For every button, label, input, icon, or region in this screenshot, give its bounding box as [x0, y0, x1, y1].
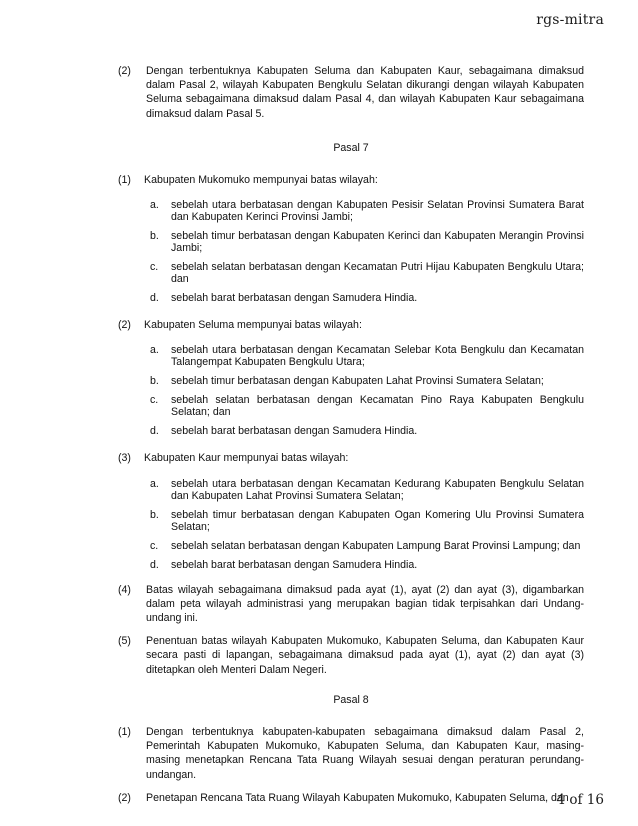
- paragraph-number: (1): [118, 726, 131, 739]
- list-letter: a.: [150, 199, 159, 212]
- paragraph-text: Dengan terbentuknya Kabupaten Seluma dan Kabupaten Kaur, sebagaimana dimaksud dalam Pasal 2, wilayah Kabupaten Bengkulu Selatan dikurangi dengan wilayah Kabupaten Seluma sebagaimana dimaksud dalam Pasal 4, dan wilayah Kabupaten Kaur sebagaimana dimaksud dalam Pasal 5.: [146, 65, 584, 120]
- pasal7-section-1-list: [150, 199, 584, 304]
- list-letter: c.: [150, 394, 159, 407]
- paragraph-text: Batas wilayah sebagaimana dimaksud pada ayat (1), ayat (2) dan ayat (3), digambarkan dalam peta wilayah administrasi yang merupakan bagian tidak terpisahkan dari Undang-undang ini.: [146, 583, 584, 625]
- list-text: sebelah timur berbatasan dengan Kabupaten Lahat Provinsi Sumatera Selatan;: [171, 375, 544, 388]
- pasal8-paragraph-1: [118, 725, 584, 782]
- list-letter: d.: [150, 425, 159, 438]
- list-text: sebelah selatan berbatasan dengan Kecamatan Putri Hijau Kabupaten Bengkulu Utara; dan: [171, 261, 584, 286]
- list-text: sebelah timur berbatasan dengan Kabupaten Kerinci dan Kabupaten Merangin Provinsi Jambi;: [171, 230, 584, 255]
- list-item: [150, 292, 584, 304]
- list-item: [150, 230, 584, 254]
- section-number: (1): [118, 174, 131, 187]
- paragraph-number: (5): [118, 635, 131, 648]
- list-item: [150, 559, 584, 571]
- list-text: sebelah utara berbatasan dengan Kecamatan Kedurang Kabupaten Bengkulu Selatan dan Kabupaten Lahat Provinsi Sumatera Selatan;: [171, 477, 584, 502]
- list-item: [150, 478, 584, 502]
- document-body: [118, 64, 584, 805]
- list-item: [150, 509, 584, 533]
- section-intro-text: Kabupaten Kaur mempunyai batas wilayah:: [144, 452, 349, 465]
- list-text: sebelah selatan berbatasan dengan Kabupaten Lampung Barat Provinsi Lampung; dan: [171, 539, 581, 552]
- list-item: [150, 344, 584, 368]
- list-text: sebelah utara berbatasan dengan Kabupaten Pesisir Selatan Provinsi Sumatera Barat dan Kabupaten Kerinci Provinsi Jambi;: [171, 199, 584, 224]
- section-number: (2): [118, 319, 131, 332]
- list-item: [150, 261, 584, 285]
- list-item: [150, 199, 584, 223]
- list-letter: d.: [150, 292, 159, 305]
- pasal7-section-3-list: [150, 478, 584, 571]
- brand-watermark: rgs-mitra: [536, 12, 604, 28]
- paragraph-number: (2): [118, 65, 131, 77]
- page-number: 4 of 16: [556, 792, 604, 808]
- pasal7-paragraph-5: [118, 634, 584, 677]
- paragraph-text: Penentuan batas wilayah Kabupaten Mukomuko, Kabupaten Seluma, dan Kabupaten Kaur secara pasti di lapangan, sebagaimana dimaksud pada ayat (1), ayat (2) dan ayat (3) ditetapkan oleh Menteri Dalam Negeri.: [146, 635, 584, 676]
- list-letter: c.: [150, 261, 159, 274]
- list-letter: a.: [150, 344, 159, 357]
- paragraph-text: Dengan terbentuknya kabupaten-kabupaten sebagaimana dimaksud dalam Pasal 2, Pemerintah Kabupaten Mukomuko, Kabupaten Seluma, dan Kabupaten Kaur, masing-masing menetapkan Rencana Tata Ruang Wilayah sesuai dengan peraturan perundang-undangan.: [146, 726, 584, 781]
- list-letter: c.: [150, 539, 159, 552]
- pasal8-heading: Pasal 8: [333, 693, 369, 706]
- pasal8-paragraph-2: [118, 791, 584, 805]
- list-letter: d.: [150, 558, 159, 571]
- pasal7-paragraph-4: [118, 583, 584, 626]
- section-number: (3): [118, 452, 131, 465]
- list-item: [150, 425, 584, 437]
- list-letter: b.: [150, 508, 159, 521]
- pasal7-section-1-intro: [118, 173, 584, 187]
- pasal6-paragraph-2: [118, 64, 584, 121]
- pasal7-heading: Pasal 7: [333, 141, 369, 154]
- paragraph-number: (2): [118, 791, 131, 804]
- section-intro-text: Kabupaten Mukomuko mempunyai batas wilayah:: [144, 174, 378, 187]
- list-letter: b.: [150, 230, 159, 243]
- list-item: [150, 394, 584, 418]
- list-letter: a.: [150, 477, 159, 490]
- pasal7-section-2-intro: [118, 318, 584, 332]
- list-text: sebelah barat berbatasan dengan Samudera Hindia.: [171, 292, 418, 305]
- list-item: [150, 375, 584, 387]
- pasal7-section-3-intro: [118, 451, 584, 465]
- list-item: [150, 540, 584, 552]
- paragraph-text: Penetapan Rencana Tata Ruang Wilayah Kabupaten Mukomuko, Kabupaten Seluma, dan: [146, 791, 569, 804]
- pasal7-section-2-list: [150, 344, 584, 437]
- list-text: sebelah utara berbatasan dengan Kecamatan Selebar Kota Bengkulu dan Kecamatan Talangempat Kabupaten Bengkulu Utara;: [171, 344, 584, 369]
- section-intro-text: Kabupaten Seluma mempunyai batas wilayah:: [144, 319, 362, 332]
- list-text: sebelah barat berbatasan dengan Samudera Hindia.: [171, 558, 418, 571]
- list-text: sebelah barat berbatasan dengan Samudera Hindia.: [171, 425, 418, 438]
- list-text: sebelah timur berbatasan dengan Kabupaten Ogan Komering Ulu Provinsi Sumatera Selatan;: [171, 508, 584, 533]
- list-text: sebelah selatan berbatasan dengan Kecamatan Pino Raya Kabupaten Bengkulu Selatan; dan: [171, 394, 584, 419]
- paragraph-number: (4): [118, 583, 131, 596]
- list-letter: b.: [150, 375, 159, 388]
